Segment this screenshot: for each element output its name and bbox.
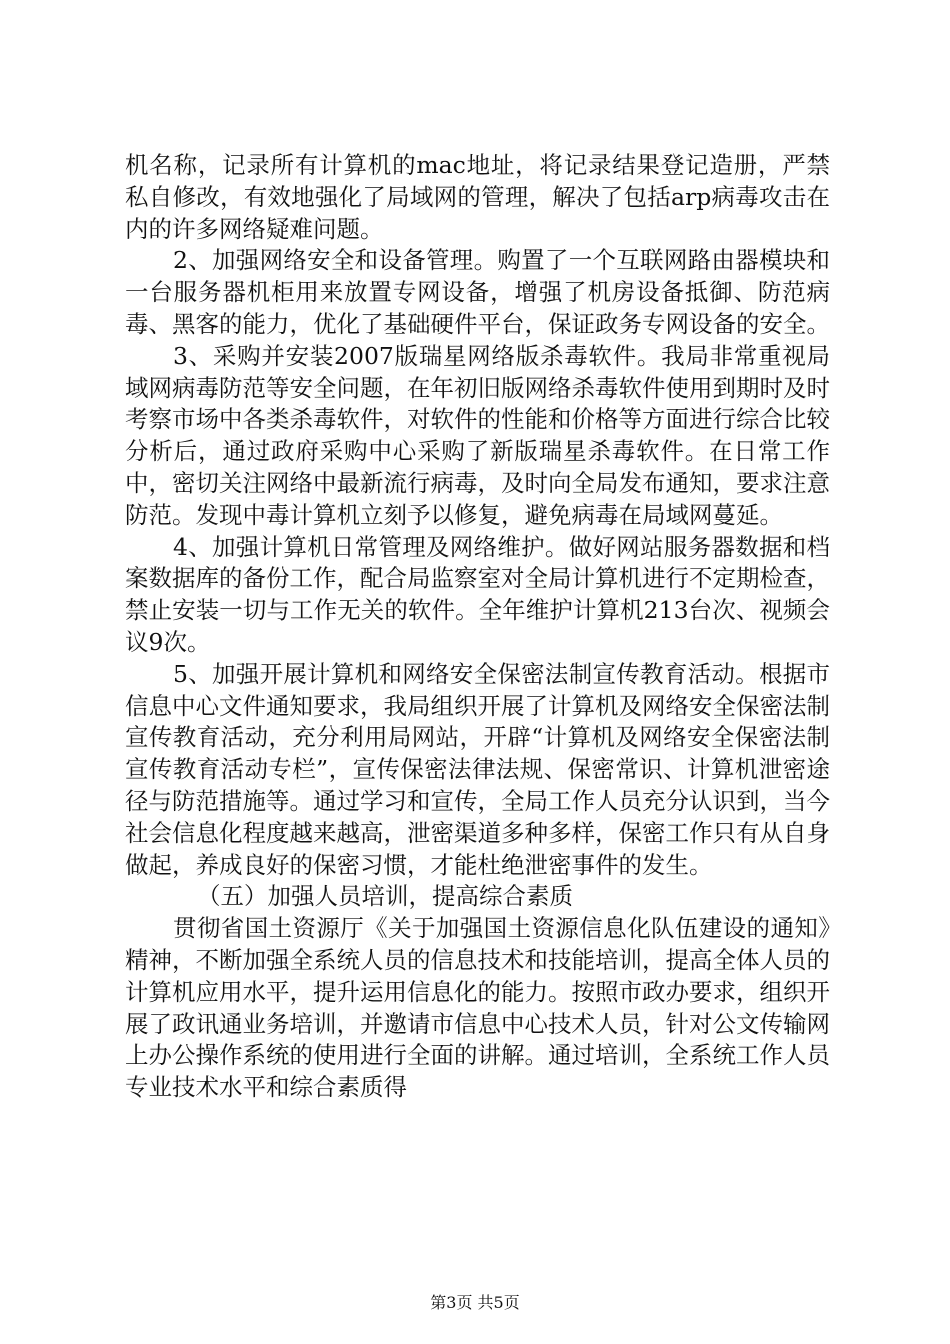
page-footer (0, 1293, 950, 1313)
section-heading: （五）加强人员培训，提高综合素质 (197, 882, 573, 911)
page-number: 第3页 共5页 (430, 1293, 520, 1312)
paragraph-item-2: 2、加强网络安全和设备管理。购置了一个互联网路由器模块和一台服务器机柜用来放置专网设备，增强了机房设备抵御、防范病毒、黑客的能力，优化了基础硬件平台，保证政务专网设备的安全。 (125, 246, 830, 338)
paragraph-item-3: 3、采购并安装2007版瑞星网络版杀毒软件。我局非常重视局域网病毒防范等安全问题，在年初旧版网络杀毒软件使用到期时及时考察市场中各类杀毒软件，对软件的性能和价格等方面进行综合比较分析后，通过政府采购中心采购了新版瑞星杀毒软件。在日常工作中，密切关注网络中最新流行病毒，及时向全局发布通知，要求注意防范。发现中毒计算机立刻予以修复，避免病毒在局域网蔓延。 (125, 341, 830, 529)
document-body (125, 150, 830, 1104)
paragraph-item-5: 5、加强开展计算机和网络安全保密法制宣传教育活动。根据市信息中心文件通知要求，我局组织开展了计算机及网络安全保密法制宣传教育活动，充分利用局网站，开辟“计算机及网络安全保密法制宣传教育活动专栏”，宣传保密法律法规、保密常识、计算机泄密途径与防范措施等。通过学习和宣传，全局工作人员充分认识到，当今社会信息化程度越来越高，泄密渠道多种多样，保密工作只有从自身做起，养成良好的保密习惯，才能杜绝泄密事件的发生。 (125, 659, 830, 879)
paragraph-item-4: 4、加强计算机日常管理及网络维护。做好网站服务器数据和档案数据库的备份工作，配合局监察室对全局计算机进行不定期检查，禁止安装一切与工作无关的软件。全年维护计算机213台次、视频会议9次。 (125, 532, 830, 656)
paragraph-training: 贯彻省国土资源厅《关于加强国土资源信息化队伍建设的通知》精神，不断加强全系统人员的信息技术和技能培训，提高全体人员的计算机应用水平，提升运用信息化的能力。按照市政办要求，组织开展了政讯通业务培训，并邀请市信息中心技术人员，针对公文传输网上办公操作系统的使用进行全面的讲解。通过培训，全系统工作人员专业技术水平和综合素质得 (125, 914, 830, 1102)
paragraph-continuation: 机名称，记录所有计算机的mac地址，将记录结果登记造册，严禁私自修改，有效地强化了局域网的管理，解决了包括arp病毒攻击在内的许多网络疑难问题。 (125, 151, 830, 243)
